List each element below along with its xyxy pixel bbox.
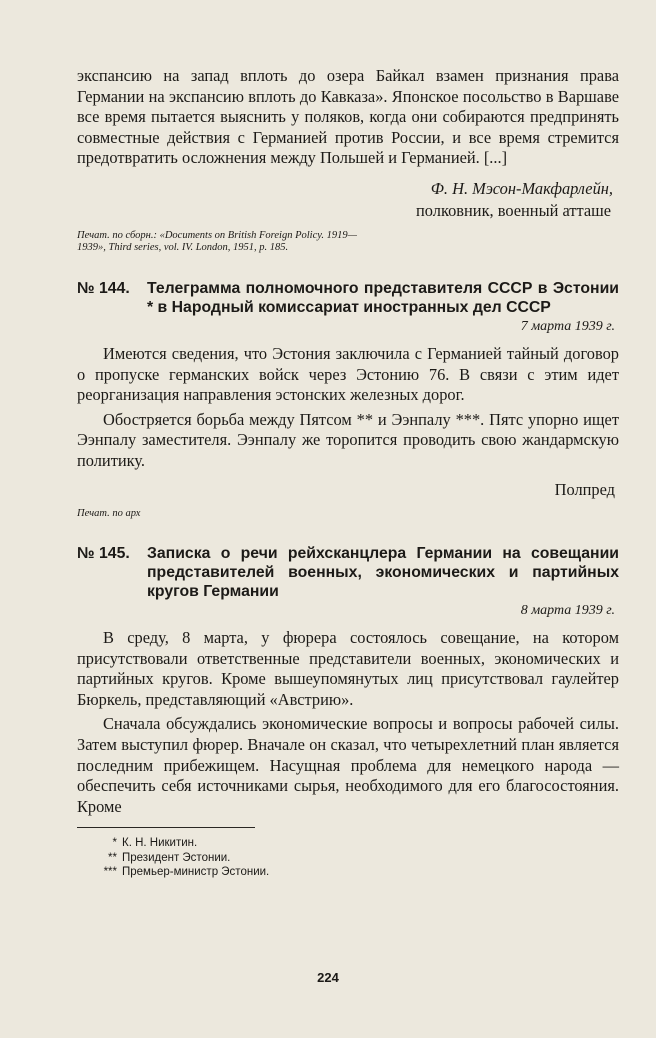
document-144-date: 7 марта 1939 г. [520, 318, 615, 334]
footnote-mark: ** [108, 851, 117, 864]
footnote [77, 851, 619, 866]
document-145-heading [77, 544, 619, 601]
document-144-paragraph: Имеются сведения, что Эстония заключила с Германией тайный договор о пропуске германских войск через Эстонию 76. В связи с этим идет реорганизация направления эстонских железных дорог. [77, 343, 619, 405]
footnote [77, 865, 619, 880]
footnote-mark: *** [103, 866, 117, 879]
document-145-title: Записка о речи рейхсканцлера Германии на совещании представителей военных, экономических и партийных кругов Германии [147, 545, 619, 601]
document-145-number: № 145. [77, 545, 130, 563]
document-145-paragraph: В среду, 8 марта, у фюрера состоялось совещание, на котором присутствовали ответственные представители военных, экономических и партийных кругов. Кроме вышеупомянутых лиц присутствовал гаулейтер Бюркель, представляющий «Австрию». [77, 628, 619, 709]
document-144-closing: Полпред [554, 479, 615, 499]
document-145-paragraph: Сначала обсуждались экономические вопросы и вопросы рабочей силы. Затем выступил фюрер. Вначале он сказал, что четырехлетний план является последним прибежищем. Насущная проблема для немецкого народа — обеспечить себя источниками сырья, необходимого для его благосостояния. Кроме [77, 714, 619, 816]
footnote-mark: * [112, 837, 117, 850]
footnote-text: Премьер-министр Эстонии. [122, 866, 270, 879]
source-citation: Печат. по сборн.: «Documents on British Foreign Policy. 1919—1939», Third series, vol. IV. London, 1951, p. 185. [77, 229, 357, 254]
intro-paragraph: экспансию на запад вплоть до озера Байкал взамен признания права Германии на экспансию вплоть до Кавказа». Японское посольство в Варшаве все время пытается выяснить у поляков, когда они собираются предпринять совместные действия с Германией против России, и все время стремится предотвратить осложнения между Польшей и Германией. [...] [77, 66, 619, 168]
page-content [77, 66, 619, 880]
footnote-text: Президент Эстонии. [122, 851, 231, 864]
footnote-text: К. Н. Никитин. [122, 837, 198, 850]
signature-name: Ф. Н. Мэсон-Макфарлейн, [430, 178, 613, 198]
footnote-divider [77, 827, 255, 828]
document-144-title: Телеграмма полномочного представителя СССР в Эстонии * в Народный комиссариат иностранных дел СССР [147, 279, 619, 316]
document-144-source: Печат. по арх [77, 507, 141, 519]
document-144-heading [77, 279, 619, 317]
page-number: 224 [317, 970, 339, 985]
signature-role: полковник, военный атташе [416, 200, 611, 220]
document-144-paragraph: Обостряется борьба между Пятсом ** и Ээнпалу ***. Пятс упорно ищет Ээнпалу заместителя. Ээнпалу же торопится проводить свою жандармскую политику. [77, 409, 619, 470]
footnote [77, 836, 619, 851]
document-145-date: 8 марта 1939 г. [520, 603, 615, 619]
document-144-number: № 144. [77, 279, 130, 297]
footnotes [77, 836, 619, 880]
